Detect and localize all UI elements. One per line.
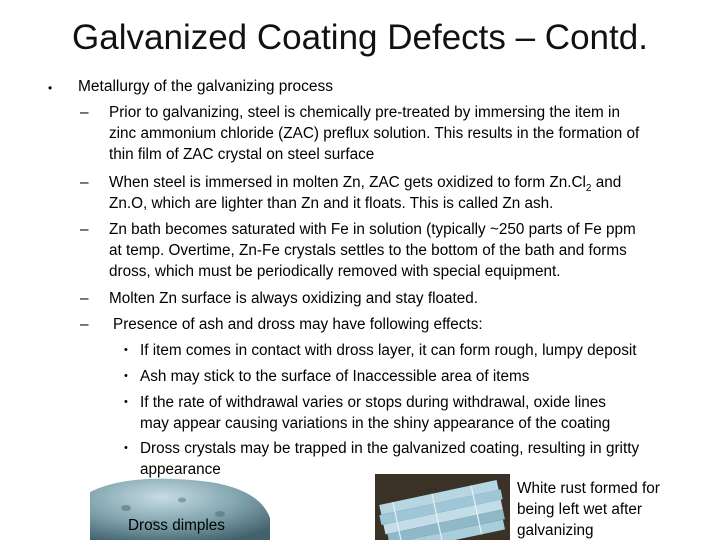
text-line: If the rate of withdrawal varies or stops during withdrawal, oxide lines (140, 394, 606, 411)
sub-bullet-pretreatment (80, 102, 690, 165)
effect-lumpy-deposit (124, 340, 704, 361)
text-line: being left wet after (517, 501, 642, 518)
dash-marker: – (80, 174, 89, 191)
caption-white-rust (517, 478, 717, 541)
text-line: Ash may stick to the surface of Inaccessible area of items (140, 368, 530, 385)
text-line: zinc ammonium chloride (ZAC) preflux solution. This results in the formation of (109, 125, 640, 142)
text-fragment: and (591, 174, 622, 191)
text-line: Molten Zn surface is always oxidizing and stay floated. (109, 290, 479, 307)
text-line: Dross crystals may be trapped in the galvanized coating, resulting in gritty (140, 440, 640, 457)
caption-dross-dimples: Dross dimples (128, 517, 225, 534)
text-line: Zn.O, which are lighter than Zn and it floats. This is called Zn ash. (109, 195, 554, 212)
text-line: appearance (140, 461, 221, 478)
effect-ash-stick (124, 366, 704, 387)
text-line: thin film of ZAC crystal on steel surface (109, 146, 375, 163)
dash-marker: – (80, 316, 89, 333)
bullet-dot: • (124, 370, 128, 382)
white-rust-image (375, 474, 510, 540)
text-line: Zn bath becomes saturated with Fe in solution (typically ~250 parts of Fe ppm (109, 221, 636, 238)
slide-title: Galvanized Coating Defects – Contd. (72, 18, 648, 57)
text-fragment: When steel is immersed in molten Zn, ZAC gets oxidized to form Zn.Cl (109, 174, 586, 191)
dash-marker: – (80, 104, 89, 121)
bullet-dot: • (124, 396, 128, 408)
text-line: Presence of ash and dross may have following effects: (113, 316, 483, 333)
white-rust-photo (375, 474, 510, 540)
text-line: If item comes in contact with dross layer, it can form rough, lumpy deposit (140, 342, 637, 359)
sub-bullet-dross (80, 219, 690, 282)
level1-text: Metallurgy of the galvanizing process (78, 78, 334, 95)
text-line: White rust formed for (517, 480, 660, 497)
text-line: Prior to galvanizing, steel is chemically pre-treated by immersing the item in (109, 104, 620, 121)
text-line: dross, which must be periodically removed with special equipment. (109, 263, 561, 280)
dash-marker: – (80, 221, 89, 238)
level1-bullet: • (48, 81, 53, 95)
text-line: galvanizing (517, 522, 594, 539)
effect-oxide-lines (124, 392, 704, 434)
sub-bullet-zn-ash (80, 172, 690, 214)
sub-bullet-oxidizing (80, 288, 690, 309)
bullet-dot: • (124, 442, 128, 454)
text-line: at temp. Overtime, Zn-Fe crystals settles to the bottom of the bath and forms (109, 242, 627, 259)
sub-bullet-effects (80, 314, 690, 335)
dash-marker: – (80, 290, 89, 307)
text-line (109, 172, 694, 193)
text-line: may appear causing variations in the shiny appearance of the coating (140, 415, 611, 432)
subscript: 2 (585, 183, 592, 195)
bullet-dot: • (124, 344, 128, 356)
